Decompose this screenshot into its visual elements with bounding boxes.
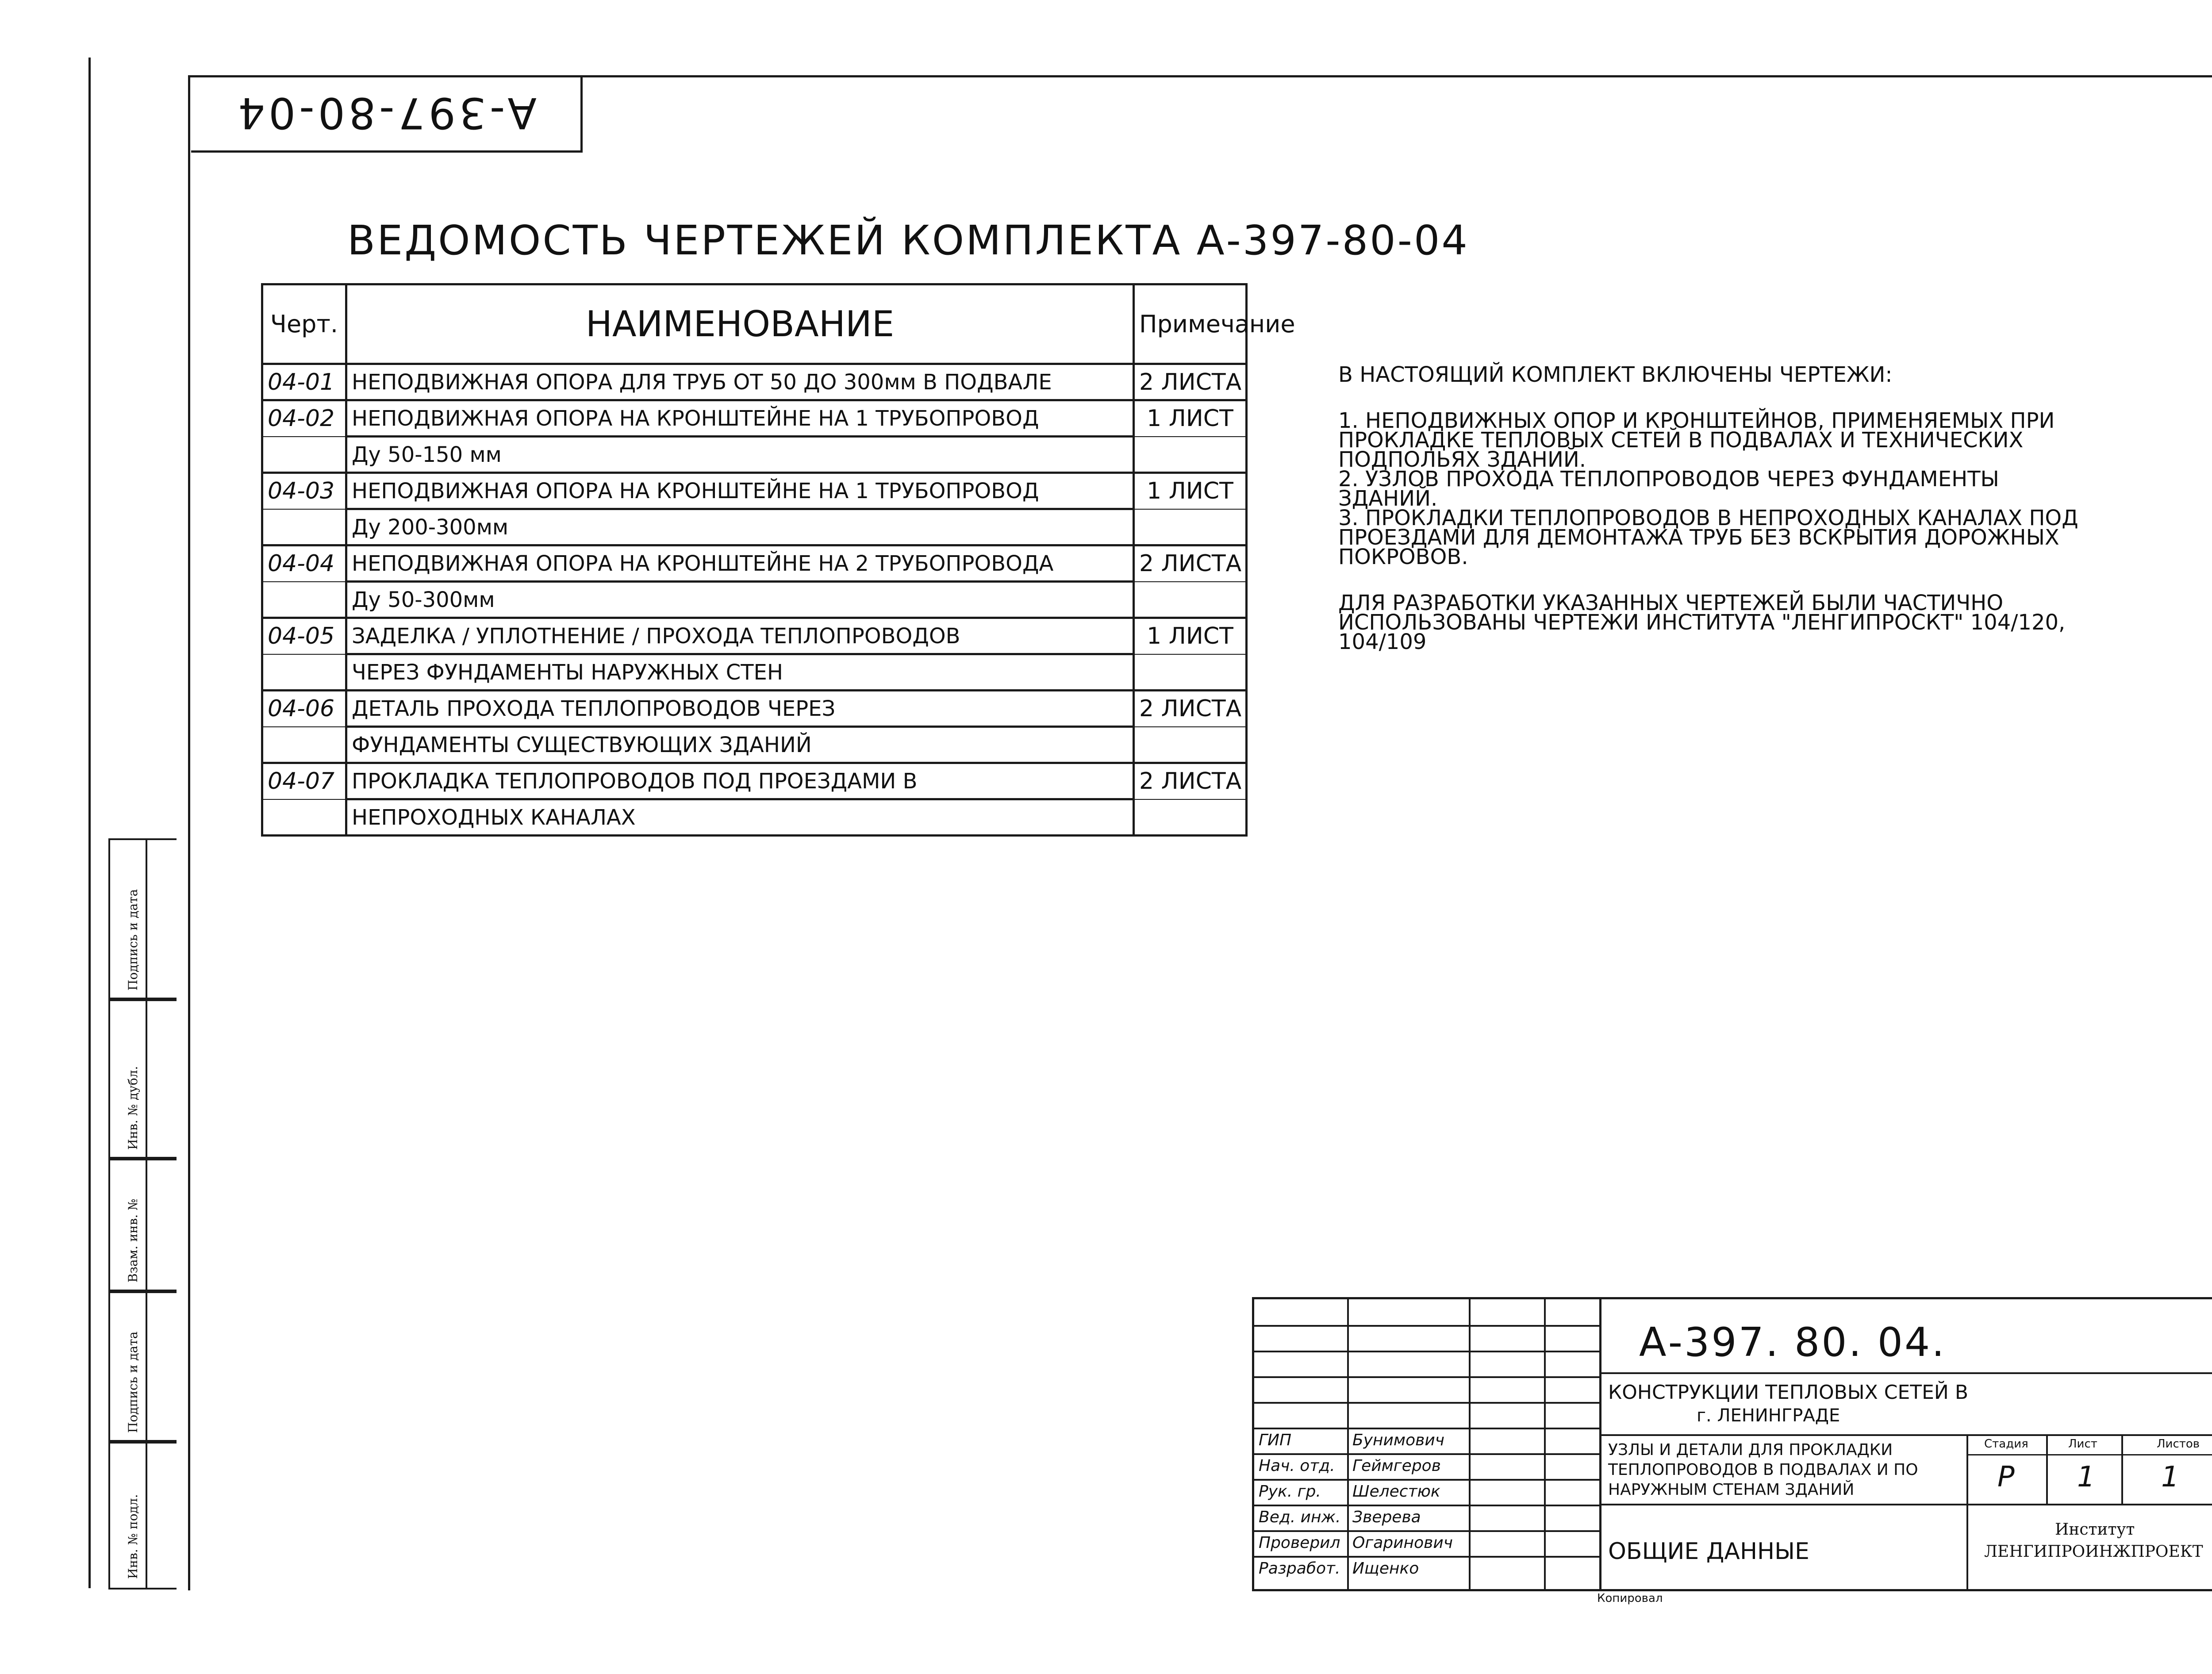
notes-item-3 [1338, 508, 2212, 567]
copied-by-label: Копировал [1597, 1592, 1663, 1605]
note-line: 104/109 [1338, 630, 1427, 654]
row-code: 04-04 [262, 545, 346, 582]
header-name: НАИМЕНОВАНИЕ [346, 284, 1134, 364]
page-title: ВЕДОМОСТЬ ЧЕРТЕЖЕЙ КОМПЛЕКТА А-397-80-04 [347, 217, 1469, 264]
row-code: 04-01 [262, 364, 346, 400]
margin-cell-signature-1 [108, 838, 177, 1001]
margin-label: Подпись и дата [126, 889, 140, 991]
margin-cell-signature-2 [108, 1290, 177, 1444]
doc-name: ОБЩИЕ ДАННЫЕ [1608, 1538, 1809, 1565]
sheet-value: 1 [2077, 1461, 2095, 1494]
signature-role: Нач. отд. [1259, 1457, 1335, 1475]
margin-label: Инв. № подл. [126, 1494, 140, 1579]
row-note [1134, 437, 1247, 473]
signature-name: Геймгеров [1352, 1457, 1441, 1475]
row-name: НЕПОДВИЖНАЯ ОПОРА ДЛЯ ТРУБ ОТ 50 ДО 300мм В ПОДВАЛЕ [346, 364, 1134, 400]
signature-role: Вед. инж. [1259, 1508, 1341, 1526]
institute-name: ЛЕНГИПРОИНЖПРОЕКТ [1984, 1543, 2203, 1561]
margin-cell-dup [108, 998, 177, 1160]
row-note [1134, 509, 1247, 545]
row-name: НЕПОДВИЖНАЯ ОПОРА НА КРОНШТЕЙНЕ НА 1 ТРУБОПРОВОД [346, 473, 1134, 509]
sheet-title-1: УЗЛЫ И ДЕТАЛИ ДЛЯ ПРОКЛАДКИ [1608, 1441, 1893, 1459]
left-margin-line [88, 58, 91, 1588]
table-row [262, 727, 1247, 763]
signature-name: Огаринович [1352, 1534, 1453, 1552]
table-row [262, 509, 1247, 545]
note-line: ИСПОЛЬЗОВАНЫ ЧЕРТЕЖИ ИНСТИТУТА "ЛЕНГИПРОСКТ" 104/120, [1338, 610, 2066, 635]
notes-block [1338, 362, 2212, 654]
row-code [262, 727, 346, 763]
note-line: 1. НЕПОДВИЖНЫХ ОПОР И КРОНШТЕЙНОВ, ПРИМЕНЯЕМЫХ ПРИ [1338, 408, 2055, 433]
notes-heading: В НАСТОЯЩИЙ КОМПЛЕКТ ВКЛЮЧЕНЫ ЧЕРТЕЖИ: [1338, 362, 1893, 387]
row-code [262, 654, 346, 691]
row-name: Ду 200-300мм [346, 509, 1134, 545]
note-line: 3. ПРОКЛАДКИ ТЕПЛОПРОВОДОВ В НЕПРОХОДНЫХ КАНАЛАХ ПОД [1338, 506, 2078, 530]
row-name: НЕПОДВИЖНАЯ ОПОРА НА КРОНШТЕЙНЕ НА 1 ТРУБОПРОВОД [346, 400, 1134, 437]
note-line: ПРОКЛАДКЕ ТЕПЛОВЫХ СЕТЕЙ В ПОДВАЛАХ И ТЕХНИЧЕСКИХ [1338, 428, 2024, 453]
row-note [1134, 582, 1247, 618]
notes-footer [1338, 593, 2212, 652]
margin-label: Подпись и дата [126, 1331, 140, 1433]
project-name: КОНСТРУКЦИИ ТЕПЛОВЫХ СЕТЕЙ В [1608, 1381, 1969, 1404]
row-code: 04-05 [262, 618, 346, 654]
row-note [1134, 654, 1247, 691]
row-code [262, 509, 346, 545]
doc-code: А-397. 80. 04. [1639, 1319, 1946, 1366]
row-code [262, 799, 346, 836]
note-line: ПРОЕЗДАМИ ДЛЯ ДЕМОНТАЖА ТРУБ БЕЗ ВСКРЫТИЯ ДОРОЖНЫХ [1338, 525, 2059, 550]
row-name: ФУНДАМЕНТЫ СУЩЕСТВУЮЩИХ ЗДАНИЙ [346, 727, 1134, 763]
table-row [262, 400, 1247, 437]
row-code: 04-07 [262, 763, 346, 799]
margin-cell-original [108, 1440, 177, 1590]
table-header [262, 284, 1247, 364]
row-note: 2 ЛИСТА [1134, 545, 1247, 582]
notes-item-1 [1338, 408, 2212, 472]
margin-label: Взам. инв. № [126, 1198, 140, 1282]
row-code: 04-02 [262, 400, 346, 437]
table-row [262, 364, 1247, 400]
signature-role: ГИП [1259, 1431, 1292, 1449]
stamp-code: A-397-80-04 [234, 88, 537, 138]
row-name: ЗАДЕЛКА / УПЛОТНЕНИЕ / ПРОХОДА ТЕПЛОПРОВОДОВ [346, 618, 1134, 654]
drawings-table [261, 283, 1295, 837]
header-note: Примечание [1134, 284, 1247, 364]
row-name: Ду 50-150 мм [346, 437, 1134, 473]
table-row [262, 654, 1247, 691]
row-code: 04-03 [262, 473, 346, 509]
table-row [262, 473, 1247, 509]
row-name: ЧЕРЕЗ ФУНДАМЕНТЫ НАРУЖНЫХ СТЕН [346, 654, 1134, 691]
table-row [262, 799, 1247, 836]
signature-name: Шелестюк [1352, 1482, 1440, 1501]
title-block [1252, 1297, 2212, 1591]
note-line: ДЛЯ РАЗРАБОТКИ УКАЗАННЫХ ЧЕРТЕЖЕЙ БЫЛИ ЧАСТИЧНО [1338, 591, 2004, 615]
project-city: г. ЛЕНИНГРАДЕ [1697, 1405, 1840, 1426]
note-line: ПОКРОВОВ. [1338, 545, 1468, 569]
row-code [262, 582, 346, 618]
signature-name: Ищенко [1352, 1559, 1419, 1578]
note-line: 2. УЗЛОВ ПРОХОДА ТЕПЛОПРОВОДОВ ЧЕРЕЗ ФУНДАМЕНТЫ [1338, 467, 1999, 491]
sheet-label: Лист [2068, 1437, 2097, 1451]
document-stamp [191, 75, 583, 153]
stage-label: Стадия [1984, 1437, 2028, 1451]
row-note: 2 ЛИСТА [1134, 364, 1247, 400]
table-row [262, 437, 1247, 473]
notes-item-2 [1338, 467, 2212, 511]
row-note: 2 ЛИСТА [1134, 691, 1247, 727]
row-code: 04-06 [262, 691, 346, 727]
margin-cell-replace [108, 1157, 177, 1293]
row-note: 1 ЛИСТ [1134, 400, 1247, 437]
row-note [1134, 727, 1247, 763]
table-row [262, 691, 1247, 727]
sheets-value: 1 [2161, 1461, 2179, 1494]
signature-role: Рук. гр. [1259, 1482, 1321, 1501]
note-line: ПОДПОЛЬЯХ ЗДАНИЙ. [1338, 447, 1586, 472]
signature-role: Разработ. [1259, 1559, 1340, 1578]
institute-label: Институт [2055, 1520, 2135, 1539]
row-note [1134, 799, 1247, 836]
signature-role: Проверил [1259, 1534, 1340, 1552]
row-name: Ду 50-300мм [346, 582, 1134, 618]
row-name: ДЕТАЛЬ ПРОХОДА ТЕПЛОПРОВОДОВ ЧЕРЕЗ [346, 691, 1134, 727]
stage-value: Р [1997, 1461, 2015, 1494]
row-name: ПРОКЛАДКА ТЕПЛОПРОВОДОВ ПОД ПРОЕЗДАМИ В [346, 763, 1134, 799]
sheet-title-3: НАРУЖНЫМ СТЕНАМ ЗДАНИЙ [1608, 1481, 1855, 1499]
row-note: 1 ЛИСТ [1134, 473, 1247, 509]
row-note: 2 ЛИСТА [1134, 763, 1247, 799]
margin-label: Инв. № дубл. [126, 1066, 140, 1150]
row-code [262, 437, 346, 473]
table-row [262, 763, 1247, 799]
row-name: НЕПРОХОДНЫХ КАНАЛАХ [346, 799, 1134, 836]
row-name: НЕПОДВИЖНАЯ ОПОРА НА КРОНШТЕЙНЕ НА 2 ТРУБОПРОВОДА [346, 545, 1134, 582]
sheet-title-2: ТЕПЛОПРОВОДОВ В ПОДВАЛАХ И ПО [1608, 1461, 1918, 1479]
table-row [262, 545, 1247, 582]
header-drawing: Черт. [262, 284, 346, 364]
signature-name: Зверева [1352, 1508, 1421, 1526]
table-row [262, 582, 1247, 618]
row-note: 1 ЛИСТ [1134, 618, 1247, 654]
sheets-label: Листов [2157, 1437, 2200, 1451]
signature-name: Бунимович [1352, 1431, 1445, 1449]
table-row [262, 618, 1247, 654]
note-line: ЗДАНИЙ. [1338, 486, 1438, 511]
